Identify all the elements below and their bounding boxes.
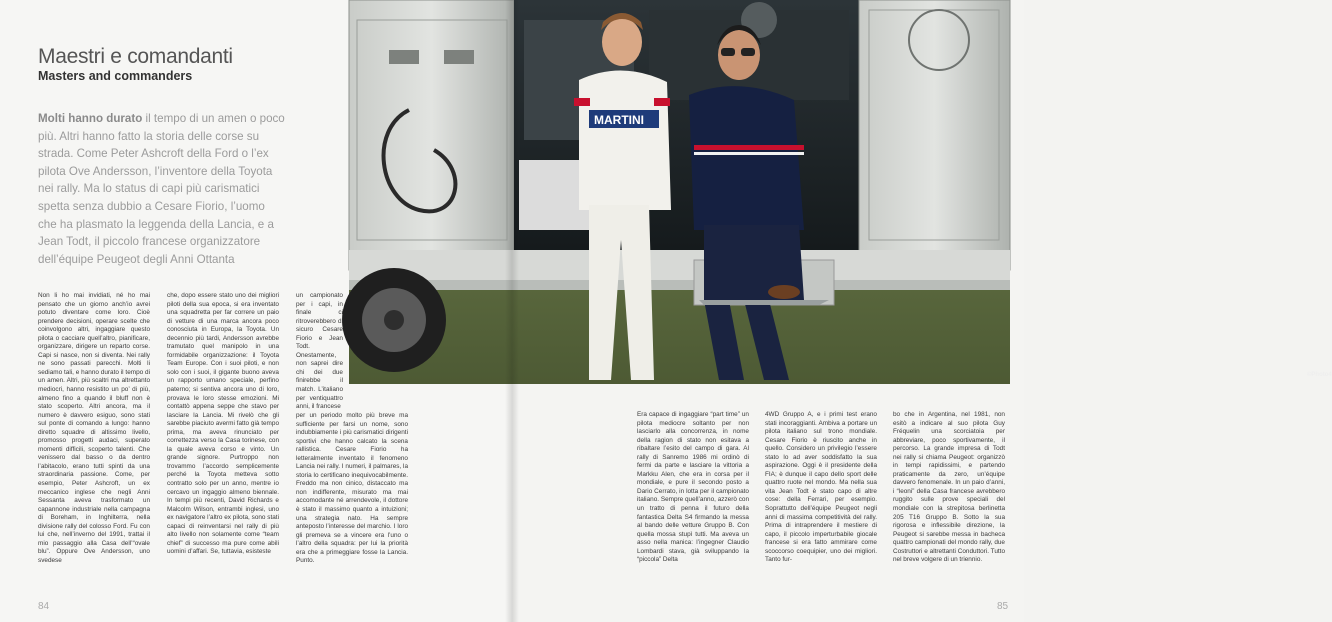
photo-team-managers	[349, 0, 1332, 384]
chapter-title-italian: Maestri e comandanti	[38, 45, 233, 68]
photo-illustration	[349, 0, 1010, 384]
intro-text: il tempo di un amen o poco più. Altri hanno fatto la storia delle corse su strada. Come Peter Ashcroft della Ford o l’ex pilota Ove Andersson, l’inventore della Toyota nei rally. Ma lo status di capi più carismatici spetta senza dubbio a Cesare Fiorio, l’uomo che ha plasmato la leggenda della Lancia, e a Jean Todt, il piccolo francese organizzatore dell’équipe Peugeot degli Anni Ottanta	[38, 112, 285, 266]
photo-credit: ©Photo4	[1307, 372, 1332, 378]
intro-paragraph	[38, 110, 286, 268]
gutter-shadow	[505, 0, 519, 622]
body-column-6: bo che in Argentina, nel 1981, non esitò a indicare al suo pilota Guy Fréquelin una scorciatoia per abbreviare, poco sportivamente, il percorso. La grande impresa di Todt nei rally si chiama Peugeot: organizzò in tempi rapidissimi, e partendo praticamente da zero, un’équipe davvero fenomenale. In un paio d’anni, i “leoni” della Casa francese avrebbero ruggito sulle prove speciali del mondiale con la strepitosa berlinetta 205 T16 Gruppo B. Sotto la sua rigorosa e inflessibile direzione, la Peugeot si sarebbe messa in bacheca quattro campionati del mondo rally, due Costruttori e altrettanti Conduttori. Tutto nel breve volgere di un triennio.	[893, 411, 1005, 564]
body-column-3-bottom: per un periodo molto più breve ma sufficiente per farsi un nome, sono indubbiamente i più carismatici dirigenti sportivi che hanno calcato la scena rallistica. Cesare Fiorio ha letteralmente inventato il fenomeno Lancia nei rally. I numeri, il palmares, la storia lo certificano inequivocabilmente. Freddo ma non cinico, distaccato ma non indifferente, misurato ma mai accomodante né arrendevole, il dottore è stato il massimo quanto a intuizioni; una strategia nato. Ha sempre anteposto l’interesse del marchio. I loro gli premeva se a vincere era l’uno o l’altro della squadra: per lui la priorità era che a primeggiare fosse la Lancia. Punto.	[296, 412, 408, 565]
body-column-3-top: un campionato per i capi, in finale ci ritroverebbero di sicuro Cesare Fiorio e Jean Todt. Onestamente, non saprei dire chi dei due finirebbe il match. L’italiano per ventiquattro anni, il francese	[296, 292, 343, 411]
body-column-1: Non li ho mai invidiati, né ho mai pensato che un giorno anch’io avrei potuto diventare come loro. Cioè prendere decisioni, operare scelte che coinvolgono altri, ingaggiare questo pilota o cacciare quell’altro, pianificare, organizzare, dirigere un reparto corse. Capi si nasce, non si diventa. Nei rally ne sono passati parecchi. Molti li sediamo tali, e hanno durato il tempo di un amen. Altri, più scaltri ma altrettanto mediocri, hanno resistito un po’ di più, almeno fino a quando il bluff non è stato scoperto. Altri ancora, ma il numero è davvero esiguo, sono stati sul ponte di comando a lungo: hanno diretto squadre di altissimo livello, promosso progetti audaci, superato momenti difficili, scoperto talenti. Che venissero dal basso o da dentro l’abitacolo, erano tutti spinti da una straordinaria passione. Come, per esempio, Peter Ashcroft, un ex meccanico inglese che negli Anni Sessanta aveva trasformato un capannone industriale nella campagna di Boreham, in Inghilterra, nella divisione rally del colosso Ford. Fu con lui che, nell’inverno del 1991, trattai il mio passaggio alla Casa dell’“ovale blu”. Oppure Ove Andersson, uno svedese	[38, 292, 150, 564]
chapter-title-english: Masters and commanders	[38, 69, 193, 83]
body-column-5: 4WD Gruppo A, e i primi test erano stati incoraggianti. Ambiva a portare un pilota italiano sul trono mondiale. Cesare Fiorio è riuscito anche in quello. Considero un privilegio l’essere stato lo ad aver soddisfatto la sua aspirazione. Oggi è il presidente della FIA; è dunque il capo dello sport delle quattro ruote nel mondo. Ma nella sua vita Jean Todt è stato capo di altre cose: della Ferrari, per esempio. Soprattutto dell’équipe Peugeot negli anni di massima competitività del rally. Prima di intraprendere il mestiere di capo, il piccolo imperturbabile giocale francese si era fatto ammirare come scoccorso coequipier, uno dei migliori. Tanto fur-	[765, 411, 877, 564]
intro-lead: Molti hanno durato	[38, 112, 143, 125]
page-number-left: 84	[38, 601, 50, 612]
body-column-4: Era capace di ingaggiare “part time” un pilota mediocre soltanto per non lasciarlo alla concorrenza, in nome della ragion di stato non esitava a ribaltare l’esito del campo di gara. Al rally di Sanremo 1986 mi ordinò di fermi da parte e lasciare la vittoria a Markku Alen, che era in corsa per il mondiale, e pure il secondo posto a Dario Cerrato, in lotta per il campionato italiano. Sempre quell’anno, azzerò con un tratto di penna il futuro della fantastica Delta S4 firmando la messa al bando delle vetture Gruppo B. Con quella mossa stupì tutti. Ma aveva un asso nella manica: l’ingegner Claudio Lombardi stava, già sviluppando la “piccola” Delta	[637, 411, 749, 564]
suit-logo: MARTINI	[594, 113, 644, 127]
page-number-right: 85	[997, 601, 1009, 612]
body-column-2: che, dopo essere stato uno dei migliori piloti della sua epoca, si era inventato una squadretta per far correre un paio di vetture di una marca ancora poco conosciuta in Europa, la Toyota. Un decennio più tardi, Andersson avrebbe tramutato quel manipolo in una formidabile organizzazione: il Toyota Team Europe. Con i suoi piloti, e non solo con i suoi, il gigante buono aveva un rapporto umano speciale, perfino paterno; si sentiva ancora uno di loro, provava le loro stesse emozioni. Mi contattò appena seppe che stavo per lasciare la Lancia. Mi rivelò che gli sarebbe piaciuto avermi fatto già tempo prima, ma aveva rinunciato per correttezza verso la Casa torinese, con la quale aveva corso e vinto. Un grande signore. Purtroppo non trovammo l’accordo semplicemente perché la Toyota metteva sotto contratto solo per un anno, mentre io cercavo un ingaggio almeno biennale. In tempi più recenti, David Richards e Malcolm Wilson, entrambi inglesi, uno ex navigatore l’altro ex pilota, sono stati capaci di reinventarsi nel rally di più alto livello non solamente come “team chief” di successo ma pure come abili uomini d’affari. Se, tuttavia, esisteste	[167, 292, 279, 556]
